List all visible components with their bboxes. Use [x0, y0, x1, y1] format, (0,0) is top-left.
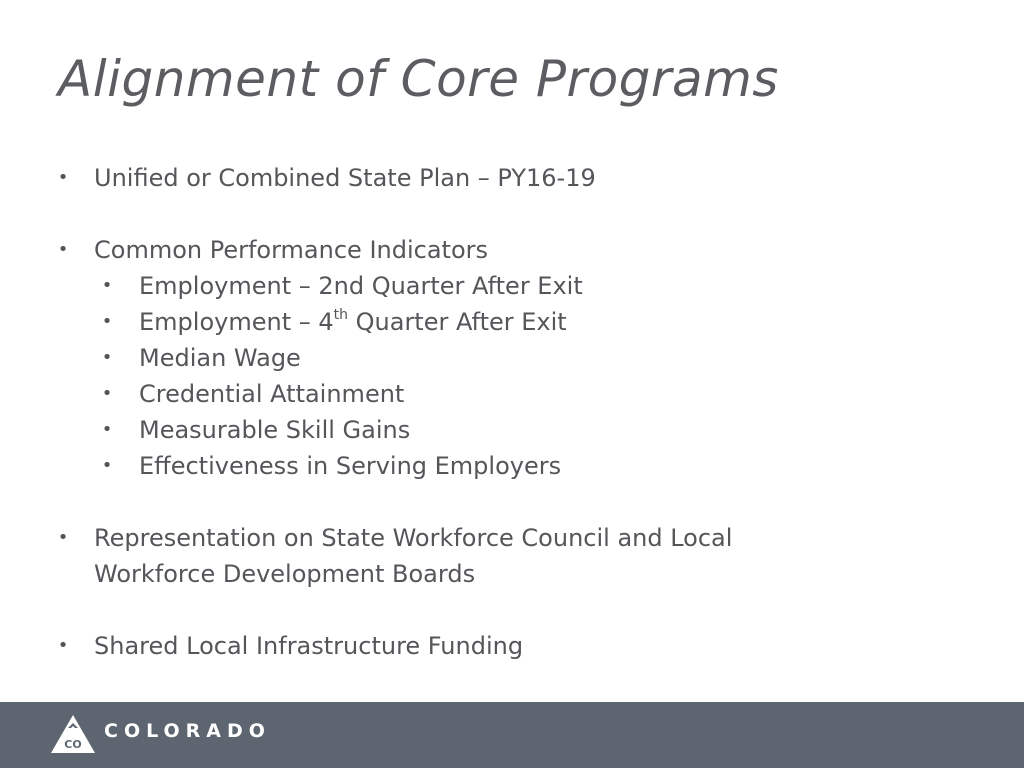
logo-wordmark: COLORADO	[104, 720, 271, 742]
bullet-item	[56, 232, 996, 268]
bullet-item	[56, 628, 996, 664]
logo-abbrev: CO	[64, 738, 82, 751]
bullet-dot: •	[57, 527, 69, 548]
bullet-text: Common Performance Indicators	[94, 236, 488, 264]
sub-bullet-item	[56, 412, 996, 448]
sub-bullet-text: Median Wage	[139, 344, 301, 372]
sub-bullet-text: Effectiveness in Serving Employers	[139, 452, 562, 480]
sub-bullet-dot: •	[101, 347, 113, 368]
sub-bullet-item	[56, 268, 996, 304]
sub-bullet-item	[56, 376, 996, 412]
spacer	[56, 196, 996, 232]
spacer	[56, 592, 996, 628]
colorado-logo-icon	[50, 714, 96, 754]
ordinal-suffix: th	[333, 307, 348, 323]
bullet-text: Shared Local Infrastructure Funding	[94, 632, 524, 660]
sub-bullet-text: Employment – 2nd Quarter After Exit	[139, 272, 583, 300]
bullet-text: Representation on State Workforce Council and Local	[94, 524, 733, 552]
sub-bullet-text: Measurable Skill Gains	[139, 416, 411, 444]
spacer	[56, 484, 996, 520]
sub-bullet-text-end: Quarter After Exit	[348, 308, 567, 336]
slide-title: Alignment of Core Programs	[58, 50, 779, 108]
sub-bullet-dot: •	[101, 311, 113, 332]
sub-bullet-dot: •	[101, 455, 113, 476]
bullet-dot: •	[57, 635, 69, 656]
sub-bullet-item	[56, 340, 996, 376]
bullet-text: Unified or Combined State Plan – PY16-19	[94, 164, 596, 192]
bullet-item	[56, 160, 996, 196]
sub-bullet-dot: •	[101, 419, 113, 440]
bullet-text-continuation: Workforce Development Boards	[94, 560, 476, 588]
bullet-dot: •	[57, 239, 69, 260]
sub-bullet-item	[56, 304, 996, 340]
sub-bullet-item	[56, 448, 996, 484]
bullet-item	[56, 520, 996, 592]
sub-bullet-dot: •	[101, 383, 113, 404]
sub-bullet-text: Credential Attainment	[139, 380, 405, 408]
sub-bullet-text	[139, 308, 567, 336]
sub-bullet-text-start: Employment – 4	[139, 308, 334, 336]
slide-body	[56, 160, 996, 664]
footer-bar	[0, 702, 1024, 768]
bullet-dot: •	[57, 167, 69, 188]
sub-bullet-dot: •	[101, 275, 113, 296]
